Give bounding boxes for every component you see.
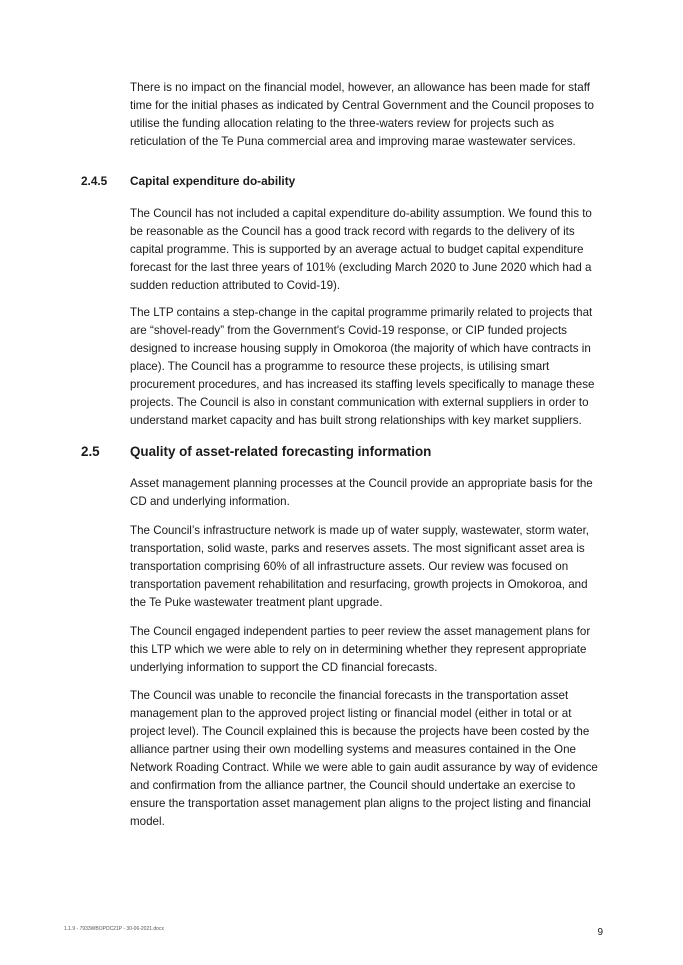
section-title: Capital expenditure do-ability xyxy=(130,174,296,188)
section-heading-2-4-5 xyxy=(81,173,295,189)
paragraph: The Council was unable to reconcile the financial forecasts in the transportation asset management plan to the approved project listing or financial model (either in total or at project level). The Council explained this is because the projects have been costed by the alliance partner using their own modelling systems and measures contained in the One Network Roading Contract. While we were able to gain audit assurance by way of evidence and confirmation from the alliance partner, the Council should undertake an exercise to ensure the transportation asset management plan aligns to the project listing and financial model. xyxy=(130,689,598,828)
section-title: Quality of asset-related forecasting information xyxy=(130,444,432,459)
footer-document-reference: 1.1.9 - 7933WBOPDC21P - 30-06-2021.docx xyxy=(64,926,164,932)
section-number: 2.4.5 xyxy=(81,174,108,188)
paragraph: The Council’s infrastructure network is made up of water supply, wastewater, storm water, transportation, solid waste, parks and reserves assets. The most significant asset area is transportation comprising 60% of all infrastructure assets. Our review was focused on transportation pavement rehabilitation and resurfacing, growth projects in Omokoroa, and the Te Puke wastewater treatment plant upgrade. xyxy=(130,524,590,609)
paragraph: The Council has not included a capital expenditure do-ability assumption. We found this to be reasonable as the Council has a good track record with regards to the delivery of its capital programme. This is supported by an average actual to budget capital expenditure forecast for the last three years of 101% (excluding March 2020 to June 2020 which had a sudden reduction attributed to Covid-19). xyxy=(130,207,592,292)
section-number: 2.5 xyxy=(81,444,100,459)
paragraph: Asset management planning processes at the Council provide an appropriate basis for the CD and underlying information. xyxy=(130,477,593,508)
paragraph: The LTP contains a step-change in the capital programme primarily related to projects that are “shovel-ready” from the Government's Covid-19 response, or CIP funded projects designed to increase housing supply in Omokoroa (the majority of which have contracts in place). The Council has a programme to resource these projects, is utilising smart procurement procedures, and has increased its staffing levels specifically to manage these projects. The Council is also in constant communication with external suppliers in order to understand market capacity and has built strong relationships with key market suppliers. xyxy=(130,306,595,427)
paragraph: The Council engaged independent parties to peer review the asset management plans for this LTP which we were able to rely on in determining whether they represent appropriate underlying information to support the CD financial forecasts. xyxy=(130,625,591,674)
section-heading-2-5 xyxy=(81,443,431,461)
intro-paragraph: There is no impact on the financial model, however, an allowance has been made for staff time for the initial phases as indicated by Central Government and the Council proposes to utilise the funding allocation relating to the three-waters review for projects such as reticulation of the Te Puna commercial area and improving marae wastewater services. xyxy=(130,81,595,148)
page-number: 9 xyxy=(597,927,603,938)
